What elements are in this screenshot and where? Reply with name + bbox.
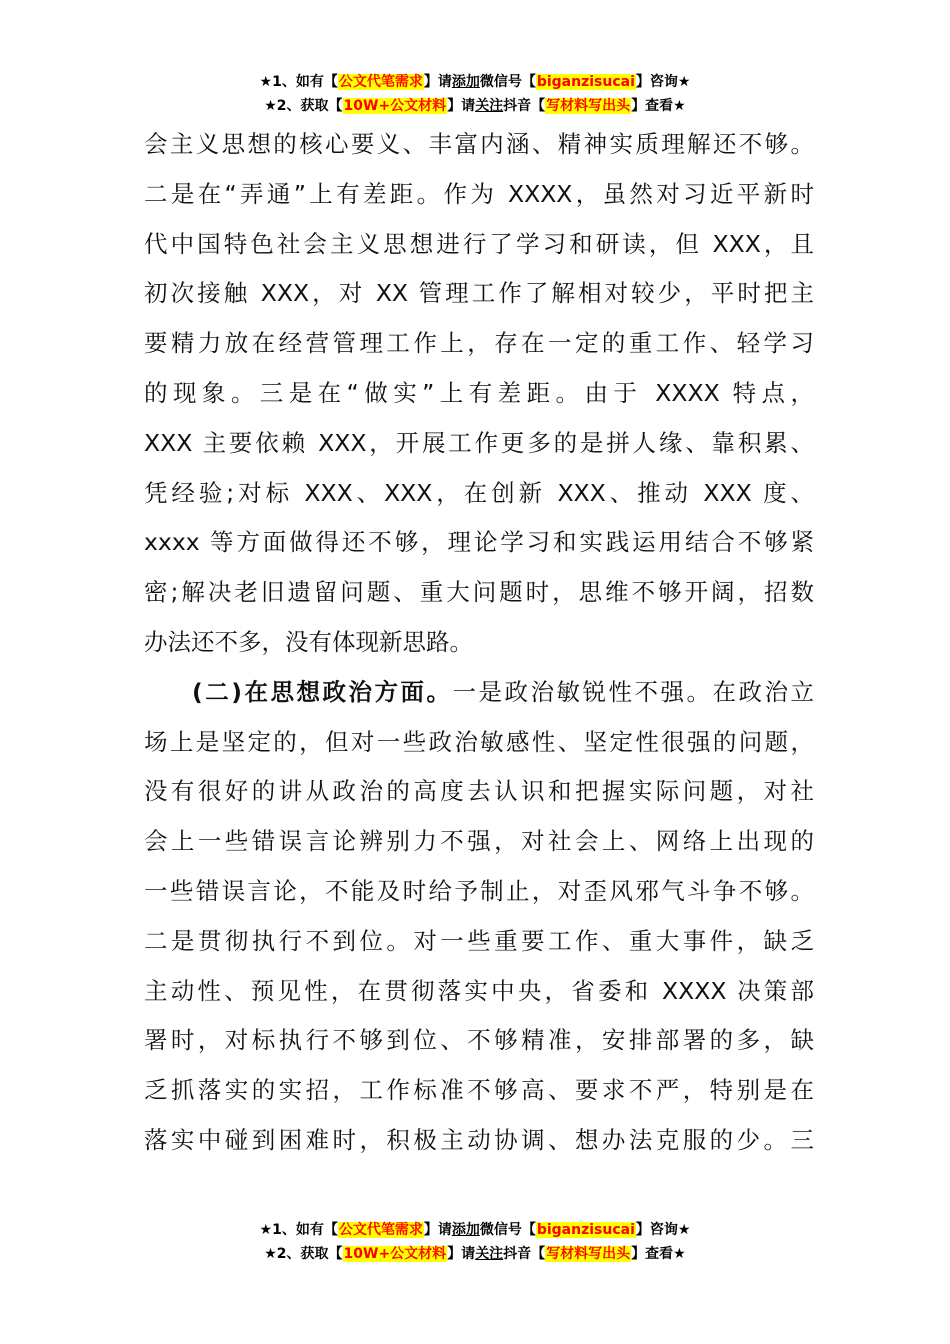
- paragraph-line: 场上是坚定的，但对一些政治敏感性、坚定性很强的问题，: [144, 727, 814, 756]
- paragraph-line: 二是贯彻执行不到位。对一些重要工作、重大事件，缺乏: [144, 926, 814, 955]
- paragraph-line: 没有很好的讲从政治的高度去认识和把握实际问题，对社: [144, 777, 814, 806]
- banner-text: 】请: [423, 1222, 452, 1238]
- banner-text: 抖音【: [503, 1246, 546, 1262]
- section-heading: (二)在思想政治方面。: [192, 677, 453, 706]
- section-heading-line: [144, 668, 814, 718]
- paragraph-line: 署时，对标执行不够到位、不够精准，安排部署的多，缺: [144, 1026, 814, 1055]
- paragraph-line: 凭经验;对标 XXX、XXX，在创新 XXX、推动 XXX 度、: [144, 478, 814, 507]
- banner-text: 】查看★: [631, 1246, 686, 1262]
- bottom-banner: [0, 1218, 950, 1266]
- banner-line-1: [0, 70, 950, 94]
- banner-text: 】请: [447, 98, 476, 114]
- banner-highlight-service: 公文代笔需求: [338, 1222, 423, 1238]
- banner-text: ★2、获取【: [264, 98, 343, 114]
- paragraph-line: 会上一些错误言论辨别力不强，对社会上、网络上出现的: [144, 827, 814, 856]
- banner-highlight-wechat-id: biganzisucai: [536, 1222, 635, 1238]
- paragraph-line: 二是在“弄通”上有差距。作为 XXXX，虽然对习近平新时: [144, 179, 814, 208]
- paragraph-line: 落实中碰到困难时，积极主动协调、想办法克服的少。三: [144, 1125, 814, 1154]
- paragraph-line: 主动性、预见性，在贯彻落实中央，省委和 XXXX 决策部: [144, 976, 814, 1005]
- banner-underline-follow: 关注: [475, 98, 504, 114]
- paragraph-line: 要精力放在经营管理工作上，存在一定的重工作、轻学习: [144, 329, 814, 358]
- banner-highlight-wechat-id: biganzisucai: [536, 74, 635, 90]
- banner-text: 】请: [423, 74, 452, 90]
- banner-text: 】请: [447, 1246, 476, 1262]
- banner-text: 抖音【: [503, 98, 546, 114]
- banner-text: 】咨询★: [635, 1222, 691, 1238]
- paragraph-line: 密;解决老旧遗留问题、重大问题时，思维不够开阔，招数: [144, 578, 814, 607]
- banner-text: 】咨询★: [635, 74, 691, 90]
- section-heading-rest: 一是政治敏锐性不强。在政治立: [452, 677, 815, 706]
- document-body: [144, 120, 814, 1166]
- banner-text: 】查看★: [631, 98, 686, 114]
- banner-highlight-douyin: 写材料写出头: [546, 1246, 631, 1262]
- banner-text: 微信号【: [479, 1222, 536, 1238]
- banner-highlight-materials: 10W+公文材料: [343, 1246, 447, 1262]
- banner-line-2: [0, 1242, 950, 1266]
- paragraph-line: 乏抓落实的实招，工作标准不够高、要求不严，特别是在: [144, 1076, 814, 1105]
- banner-text: ★1、如有【: [259, 74, 338, 90]
- banner-line-2: [0, 94, 950, 118]
- banner-text: ★2、获取【: [264, 1246, 343, 1262]
- banner-text: 微信号【: [479, 74, 536, 90]
- banner-underline-add: 添加: [451, 1222, 480, 1238]
- banner-underline-follow: 关注: [475, 1246, 504, 1262]
- paragraph-line: 初次接触 XXX，对 XX 管理工作了解相对较少，平时把主: [144, 279, 814, 308]
- banner-highlight-materials: 10W+公文材料: [343, 98, 447, 114]
- paragraph-line: 办法还不多，没有体现新思路。: [144, 627, 473, 656]
- paragraph-line: xxxx 等方面做得还不够，理论学习和实践运用结合不够紧: [144, 528, 814, 557]
- banner-highlight-service: 公文代笔需求: [338, 74, 423, 90]
- banner-text: ★1、如有【: [259, 1222, 338, 1238]
- top-banner: [0, 70, 950, 118]
- paragraph-line: 代中国特色社会主义思想进行了学习和研读，但 XXX，且: [144, 229, 814, 258]
- banner-highlight-douyin: 写材料写出头: [546, 98, 631, 114]
- paragraph-line: 会主义思想的核心要义、丰富内涵、精神实质理解还不够。: [144, 130, 814, 158]
- paragraph-line: XXX 主要依赖 XXX，开展工作更多的是拼人缘、靠积累、: [144, 428, 814, 457]
- paragraph-line: 一些错误言论，不能及时给予制止，对歪风邪气斗争不够。: [144, 876, 814, 905]
- banner-line-1: [0, 1218, 950, 1242]
- paragraph-line: 的现象。三是在“做实”上有差距。由于 XXXX 特点，: [144, 378, 814, 407]
- banner-underline-add: 添加: [451, 74, 480, 90]
